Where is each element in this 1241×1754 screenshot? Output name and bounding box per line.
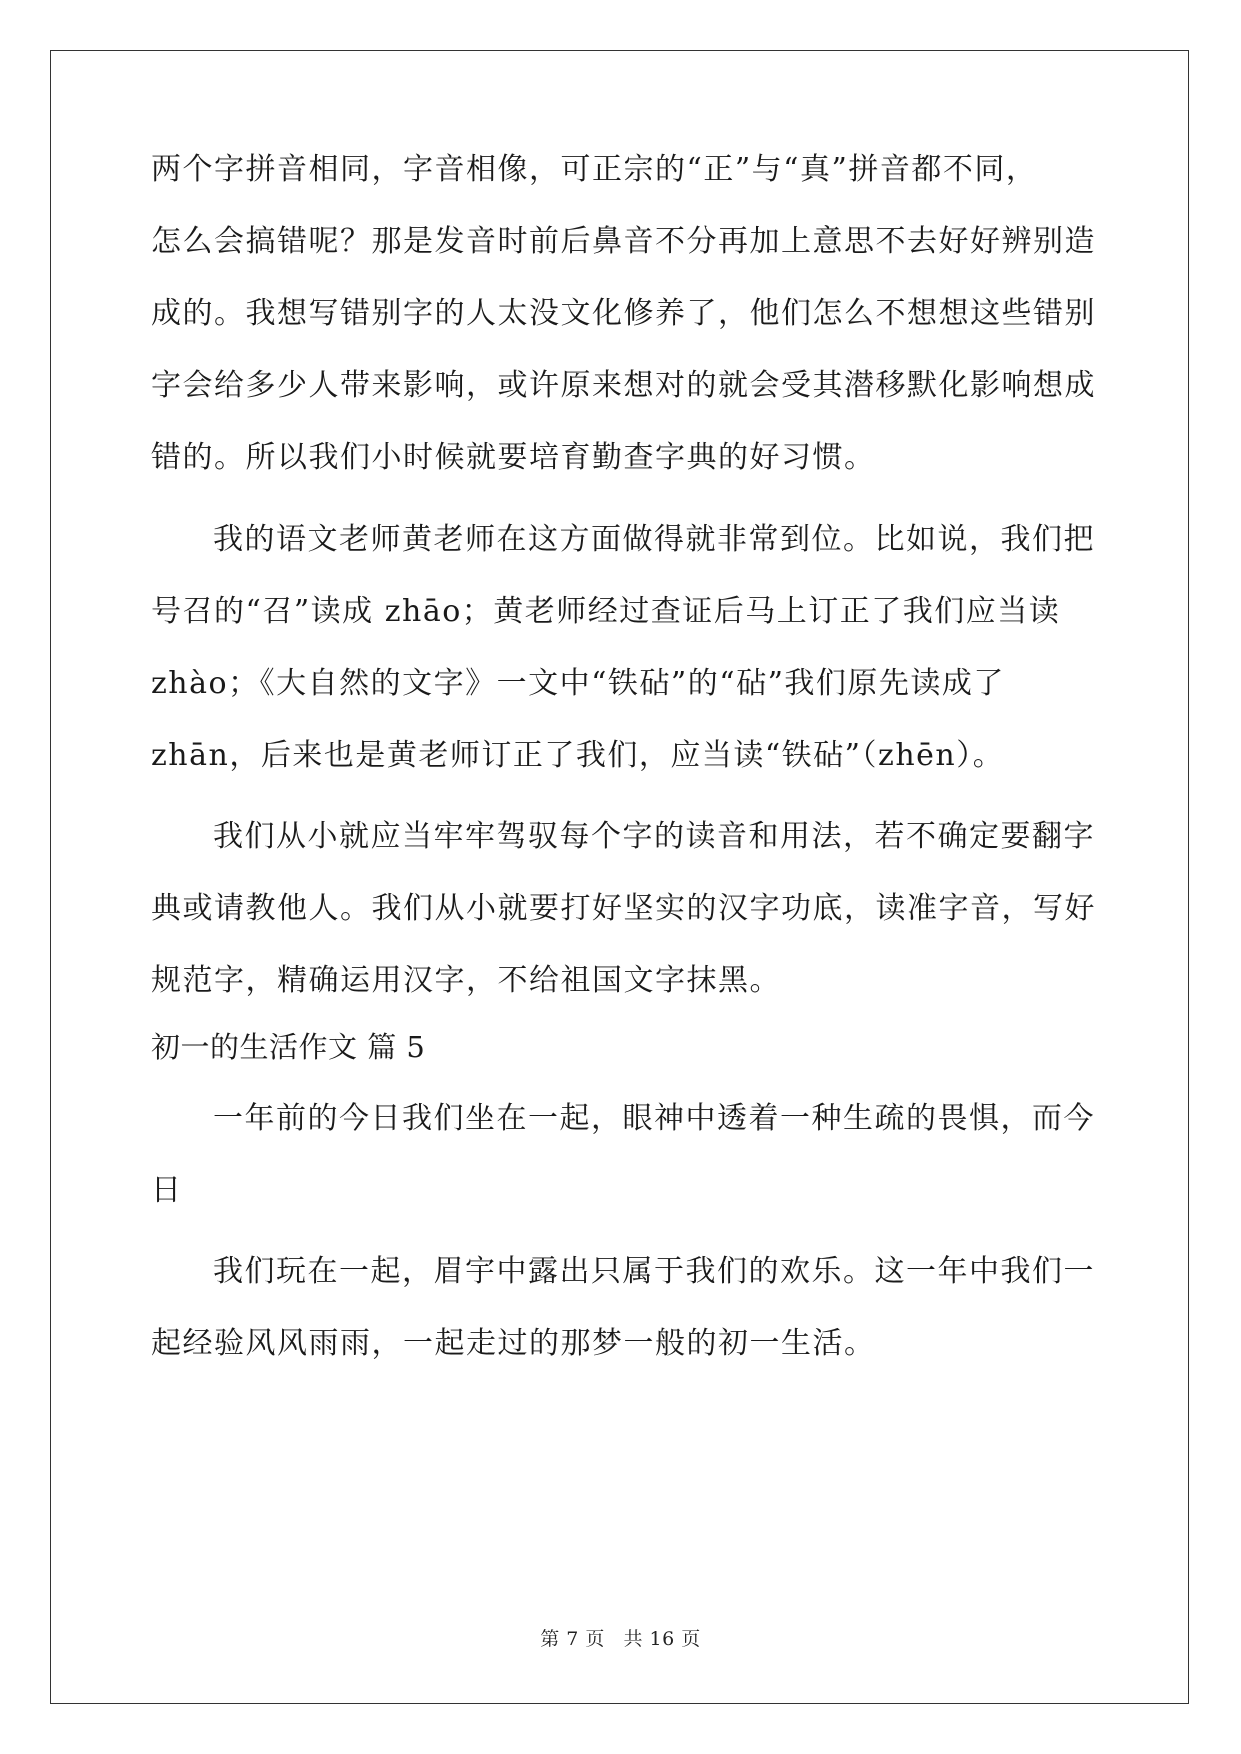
text-line: 典或请教他人。我们从小就要打好坚实的汉字功底，读准字音，写好 bbox=[151, 891, 1096, 926]
text-line: 规范字，精确运用汉字，不给祖国文字抹黑。 bbox=[151, 963, 781, 998]
text-line: 两个字拼音相同，字音相像，可正宗的“正”与“真”拼音都不同， bbox=[151, 152, 1038, 187]
paragraph-start-line: 我的语文老师黄老师在这方面做得就非常到位。比如说，我们把 bbox=[213, 522, 1095, 557]
page-footer bbox=[0, 1627, 1241, 1651]
page-number: 第 7 页 bbox=[540, 1628, 605, 1650]
paragraph-start-line: 我们从小就应当牢牢驾驭每个字的读音和用法，若不确定要翻字 bbox=[213, 819, 1095, 854]
text-line: 号召的“召”读成 zhāo；黄老师经过查证后马上订正了我们应当读 bbox=[151, 594, 1061, 629]
paragraph-start-line: 我们玩在一起，眉宇中露出只属于我们的欢乐。这一年中我们一 bbox=[213, 1254, 1095, 1289]
text-line: 日 bbox=[151, 1173, 183, 1208]
paragraph-start-line: 一年前的今日我们坐在一起，眼神中透着一种生疏的畏惧，而今 bbox=[213, 1101, 1095, 1136]
text-line: zhào；《大自然的文字》一文中“铁砧”的“砧”我们原先读成了 bbox=[151, 666, 1005, 701]
total-pages: 共 16 页 bbox=[623, 1628, 701, 1650]
text-line: 起经验风风雨雨，一起走过的那梦一般的初一生活。 bbox=[151, 1326, 876, 1361]
text-line: 怎么会搞错呢？那是发音时前后鼻音不分再加上意思不去好好辨别造 bbox=[151, 224, 1096, 259]
section-heading: 初一的生活作文 篇 5 bbox=[151, 1030, 426, 1064]
text-line: 错的。所以我们小时候就要培育勤查字典的好习惯。 bbox=[151, 440, 876, 475]
text-line: 成的。我想写错别字的人太没文化修养了，他们怎么不想想这些错别 bbox=[151, 296, 1096, 331]
text-line: zhān，后来也是黄老师订正了我们，应当读“铁砧”（zhēn）。 bbox=[151, 738, 1005, 773]
text-line: 字会给多少人带来影响，或许原来想对的就会受其潜移默化影响想成 bbox=[151, 368, 1096, 403]
